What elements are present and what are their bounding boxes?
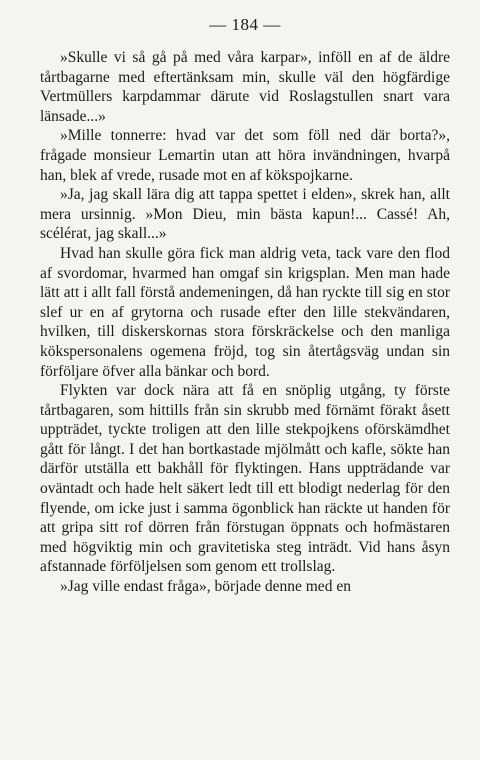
page-number-header: — 184 — xyxy=(209,15,281,34)
paragraph-5: Flykten var dock nära att få en snöplig utgång, ty förste tårtbagaren, som hittills från sin skrubb med förnämt förakt åsett uppträdet, tyckte troligen att den lille stekpojkens oförskämdhet gått för långt. I det han bortkastade mjölmått och kafle, sökte han därför utställa ett bakhåll för flyktingen. Hans uppträdande var oväntadt och hade helt säkert ledt till ett blodigt nederlag för den flyende, om icke just i samma ögonblick han räckte ut handen för att gripa sitt rof dörren från förstugan öppnats och hofmästaren med högviktig min och gravitetiska steg inträdt. Vid hans åsyn afstannade förföljelsen som genom ett trollslag. xyxy=(40,382,450,576)
paragraph-6: »Jag ville endast fråga», började denne med en xyxy=(60,578,351,596)
paragraph-1: »Skulle vi så gå på med våra karpar», inföll en af de äldre tårtbagarne med eftertänksam min, skulle väl den högfärdige Vertmüllers karpdammar därute vid Roslagstullen snart vara länsade...» xyxy=(40,49,450,125)
paragraph-3: »Ja, jag skall lära dig att tappa spettet i elden», skrek han, allt mera ursinnig. »Mon Dieu, min bästa kapun!... Cassé! Ah, scélérat, jag skall...» xyxy=(40,186,450,243)
paragraph-4: Hvad han skulle göra fick man aldrig veta, tack vare den flod af svordomar, hvarmed han omgaf sin krigsplan. Men man hade lätt att i allt fall förstå andemeningen, då han ryckte till sig en stor slef ur en af grytorna och rusade efter den lille stekvändaren, hvilken, till diskerskornas stora förskräckelse och den manliga kökspersonalens ogemena fröjd, tog sin återtågsväg undan sin förföljare öfver alla bänkar och bord. xyxy=(40,244,450,380)
paragraph-2: »Mille tonnerre: hvad var det som föll ned där borta?», frågade monsieur Lemartin utan att höra invändningen, hvarpå han, blek af vrede, rusade mot en af kökspojkarne. xyxy=(40,127,450,184)
